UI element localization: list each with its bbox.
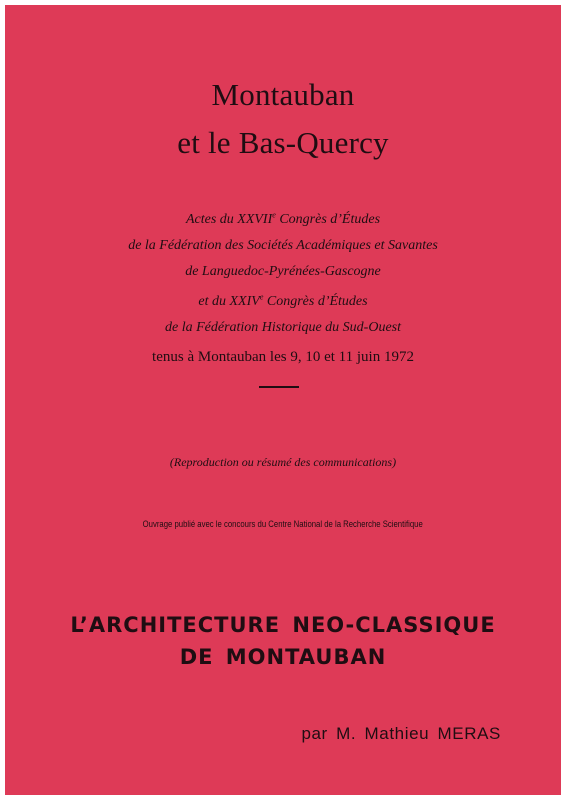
main-title-second-line: et le Bas-Quercy [177,125,389,160]
actes-line-1: Actes du XXVIIe Congrès d’Études [185,210,381,227]
publication-note: Ouvrage publié avec le concours du Centre National de la Recherche Scientifique [142,519,423,529]
superscript-e: e [259,292,264,302]
divider-rule [259,386,299,388]
actes-line-5: de la Fédération Historique du Sud-Ouest [164,320,402,335]
congress-dates: tenus à Montauban les 9, 10 et 11 juin 1972 [152,349,414,365]
actes-line-2: de la Fédération des Sociétés Académiques et Savantes [128,238,438,253]
article-title: L’ARCHITECTURE NEO-CLASSIQUE [70,613,496,637]
book-cover [5,5,561,795]
actes-line-4: et du XXIVe Congrès d’Études [198,292,368,309]
main-title: Montauban [211,77,355,112]
actes-line-3: de Languedoc-Pyrénées-Gascogne [185,264,381,279]
article-title-second-line: DE MONTAUBAN [179,645,387,669]
author-byline: par M. Mathieu MERAS [301,724,501,743]
superscript-e: e [272,210,276,220]
reproduction-note: (Reproduction ou résumé des communications) [169,455,397,469]
